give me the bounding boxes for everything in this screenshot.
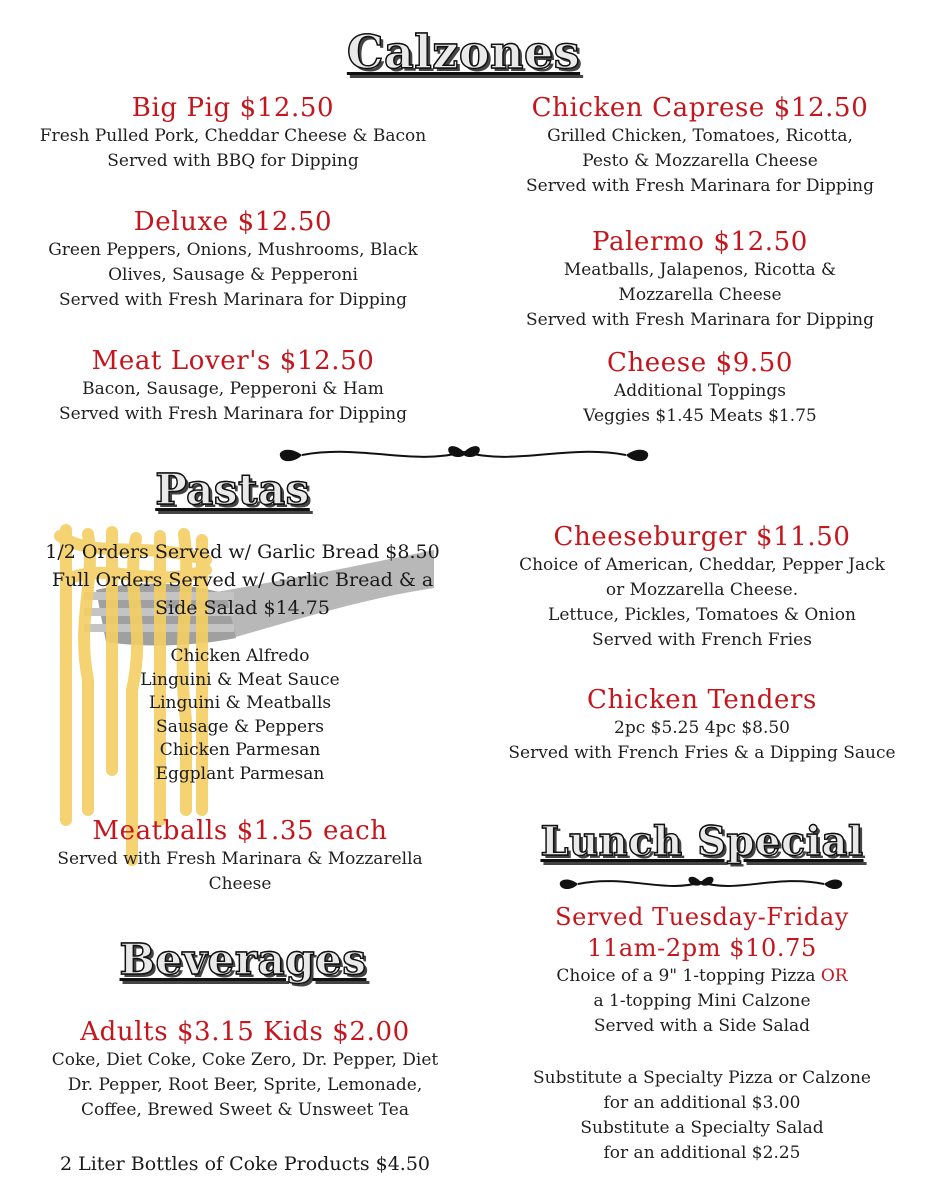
beverages-heading: Beverages [119,935,367,984]
item-title: Chicken Tenders [587,685,817,715]
item-title: Meatballs $1.35 each [92,816,388,846]
list-item: Linguini & Meatballs [148,693,332,713]
lunch-hours-line: 11am-2pm $10.75 [587,934,817,962]
beverage-line: Coke, Diet Coke, Coke Zero, Dr. Pepper, Diet [51,1050,439,1070]
beverage-line: Coffee, Brewed Sweet & Unsweet Tea [80,1100,410,1120]
menu-item-big-pig [15,92,451,174]
item-desc-line: Served with BBQ for Dipping [107,151,359,171]
beverage-line: Dr. Pepper, Root Beer, Sprite, Lemonade, [67,1075,423,1095]
item-desc-line: Served with Fresh Marinara for Dipping [58,404,408,424]
item-desc-line: Additional Toppings [614,381,786,401]
item-desc-line: 2pc $5.25 4pc $8.50 [614,718,790,738]
lunch-hours-line: Served Tuesday-Friday [555,903,849,931]
item-desc-line: Served with Fresh Marinara for Dipping [525,176,875,196]
lunch-desc-line: Served with a Side Salad [593,1016,811,1036]
beverages-price: Adults $3.15 Kids $2.00 [80,1017,410,1047]
item-title: Cheeseburger $11.50 [553,522,851,552]
substitute-line: for an additional $3.00 [603,1093,801,1113]
beverages-section [10,1016,480,1123]
list-item: Chicken Parmesan [159,740,321,760]
item-title: Palermo $12.50 [592,227,808,257]
list-item: Linguini & Meat Sauce [140,669,340,690]
menu-item-palermo [475,226,925,333]
lunch-special-heading: Lunch Special [540,818,864,865]
pasta-list [20,645,460,786]
item-title: Chicken Caprese $12.50 [531,93,869,123]
pasta-intro-line: 1/2 Orders Served w/ Garlic Bread $8.50 [45,541,440,563]
item-title: Cheese $9.50 [606,348,794,378]
flourish-divider [556,870,846,898]
two-liter-price: 2 Liter Bottles of Coke Products $4.50 [59,1153,431,1175]
lunch-choice-text: Choice of a 9" 1-topping Pizza [556,966,821,986]
item-title: Deluxe $12.50 [133,207,333,237]
item-desc-line: Lettuce, Pickles, Tomatoes & Onion [548,605,856,625]
item-desc-line: Served with Fresh Marinara for Dipping [58,290,408,310]
item-desc-line: or Mozzarella Cheese. [605,580,799,600]
item-desc-line: Pesto & Mozzarella Cheese [582,151,818,171]
list-item: Eggplant Parmesan [155,763,325,784]
item-desc-line: Choice of American, Cheddar, Pepper Jack [519,555,885,575]
calzones-heading: Calzones [346,25,581,79]
item-desc-line: Fresh Pulled Pork, Cheddar Cheese & Bacon [39,126,427,146]
menu-item-cheeseburger [478,521,926,653]
menu-item-meatballs [20,815,460,897]
lunch-or-text: OR [820,966,848,986]
lunch-substitutions [478,1066,926,1166]
menu-item-chicken-caprese [475,92,925,199]
item-desc-line: Olives, Sausage & Pepperoni [108,265,358,285]
item-title: Meat Lover's $12.50 [91,346,375,376]
item-desc-line: Served with Fresh Marinara for Dipping [525,310,875,330]
item-desc-line: Green Peppers, Onions, Mushrooms, Black [48,240,418,260]
item-desc-line: Mozzarella Cheese [618,285,782,305]
lunch-special-details [478,902,926,1039]
item-desc-line: Grilled Chicken, Tomatoes, Ricotta, [547,126,853,146]
substitute-line: Substitute a Specialty Pizza or Calzone [533,1068,871,1088]
item-desc-line: Served with French Fries & a Dipping Sauce [508,743,896,763]
list-item: Sausage & Peppers [156,716,324,737]
pasta-intro-line: Full Orders Served w/ Garlic Bread & a [51,569,434,591]
item-desc-line: Served with French Fries [592,630,812,650]
item-desc-line: Veggies $1.45 Meats $1.75 [583,406,817,426]
menu-item-cheese [475,347,925,429]
item-desc-line: Served with Fresh Marinara & Mozzarella [57,849,423,869]
lunch-choice-line [478,964,926,989]
pasta-intro-line: Side Salad $14.75 [155,597,330,619]
menu-item-deluxe [15,206,451,313]
item-desc-line: Cheese [208,874,272,894]
menu-item-meat-lovers [15,345,451,427]
menu-item-chicken-tenders [478,684,926,766]
substitute-line: Substitute a Specialty Salad [580,1118,824,1138]
lunch-desc-line: a 1-topping Mini Calzone [593,991,811,1011]
item-desc-line: Bacon, Sausage, Pepperoni & Ham [82,379,384,399]
item-title: Big Pig $12.50 [131,93,335,123]
substitute-line: for an additional $2.25 [603,1143,801,1163]
pastas-heading: Pastas [155,465,310,514]
list-item: Chicken Alfredo [170,646,310,666]
pastas-intro [10,538,475,622]
item-desc-line: Meatballs, Jalapenos, Ricotta & [563,260,837,280]
